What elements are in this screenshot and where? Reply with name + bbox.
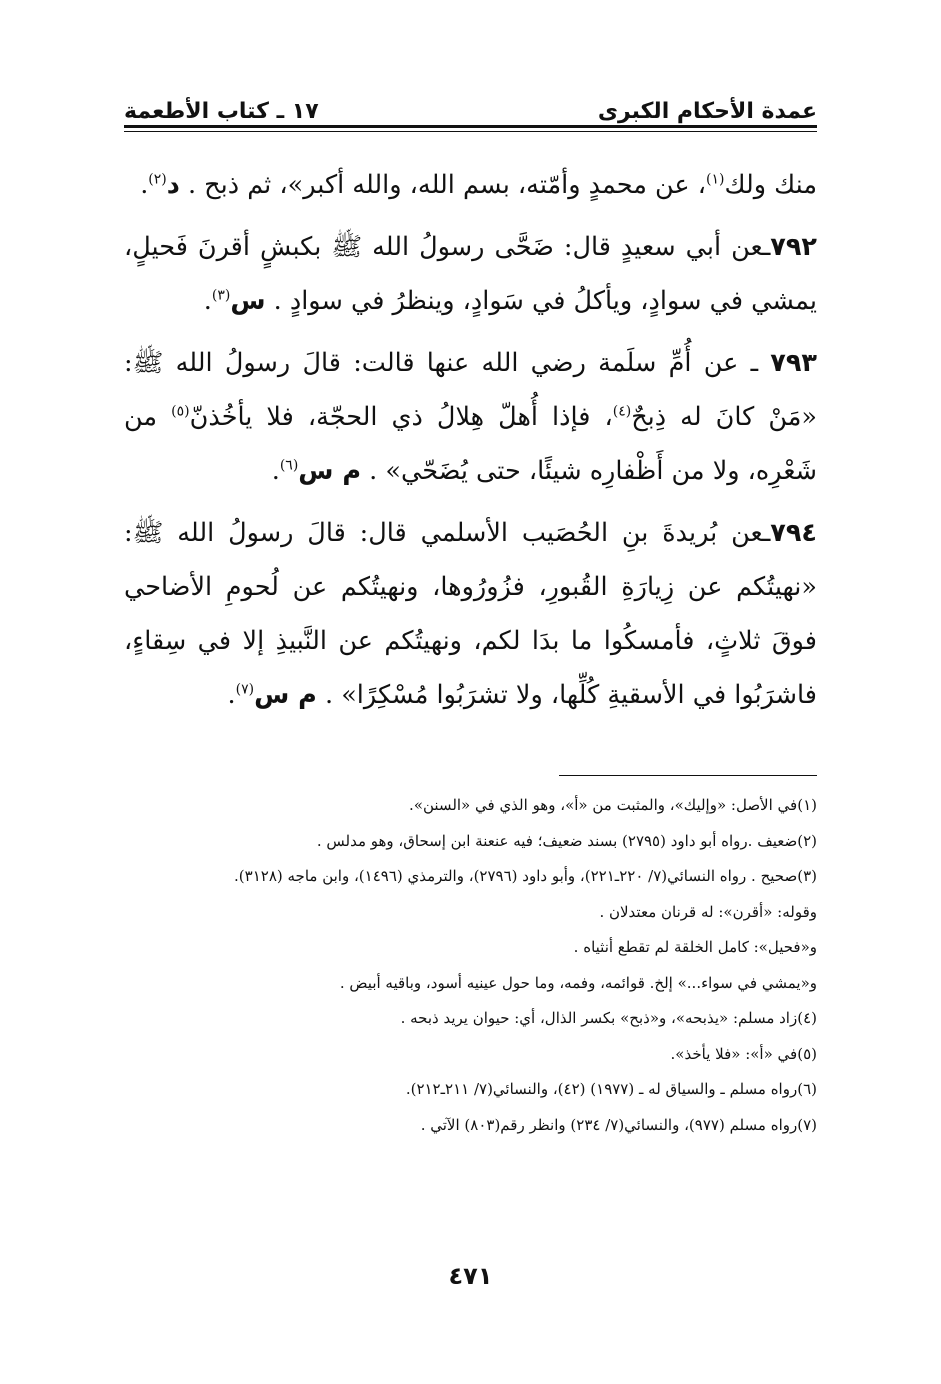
footnote: (١)في الأصل: «وإليك»، والمثبت من «أ»، وهو الذي في «السنن». — [409, 796, 817, 814]
hadith-text: ، فإذا أُهلّ هِلالُ ذي الحجّة، فلا يأخُذنّ — [189, 402, 613, 432]
footnotes — [124, 788, 817, 1143]
page-number: ٤٧١ — [448, 1262, 493, 1290]
hadith-text: ـعن أبي سعيدٍ قال: ضَحَّى رسولُ الله ﷺ بكبشٍ أقرنَ فَحيلٍ، يمشي في سوادٍ، ويأكلُ في سَوادٍ، وينظرُ في سوادٍ . — [124, 232, 817, 316]
hadith-794: ٧٩٤ـعن بُريدةَ بنِ الحُصَيب الأسلمي قال: قالَ رسولُ الله ﷺ: «نهيتُكم عن زِيارَةِ القُبورِ، فزُورُوها، ونهيتُكم عن لُحومِ الأضاحي فوقَ ثلاثٍ، فأمسكُوا ما بدَا لكم، ونهيتُكم عن النَّبيذِ إلا في سِقاءٍ، فاشرَبُوا في الأسقيةِ كُلِّها، ولا تشرَبُوا مُسْكِرًا» . م س$^{(٧)}$. — [124, 518, 817, 710]
footnote: (٢)ضعيف .رواه أبو داود (٢٧٩٥) بسند ضعيف؛ فيه عنعنة ابن إسحاق، وهو مدلس . — [316, 831, 817, 850]
footnote-ref: (١) — [706, 171, 725, 188]
footnote: (٣)صحيح . رواه النسائي(٧/ ٢٢٠ـ٢٢١)، وأبو داود (٢٧٩٦)، والترمذي (١٤٩٦)، وابن ماجه (٣١٢٨). — [234, 867, 817, 885]
hadith-793: ٧٩٣ ـ عن أُمِّ سلَمة رضي الله عنها قالت: قالَ رسولُ الله ﷺ: «مَنْ كانَ له ذِبحٌ$^{(٤)}$، فإذا أُهلّ هِلالُ ذي الحجّة، فلا يأخُذنّ$^{(٥)}$ من شَعْرِه، ولا من أَظْفارِه شيئًا، حتى يُضَحّي» . م س$^{(٦)}$. — [124, 348, 817, 486]
footnote-ref: (٥) — [171, 403, 190, 420]
footnote: (٧)رواه مسلم (٩٧٧)، والنسائي(٧/ ٢٣٤) وانظر رقم(٨٠٣) الآتي . — [420, 1115, 817, 1134]
source-code: د — [166, 170, 180, 200]
footnote: (٥)في «أ»: «فلا يأخذ». — [670, 1044, 817, 1063]
book-title: عمدة الأحكام الكبرى — [597, 99, 817, 124]
footnote: وقوله: «أقرن»: له قرنان معتدلان . — [599, 902, 817, 921]
footnote: (٤)زاد مسلم: «يذبحه»، و«ذبح» بكسر الذال، أي: حيوان يريد ذبحه . — [400, 1009, 817, 1027]
footnote-ref: (٢) — [148, 171, 167, 188]
chapter-title: ١٧ ـ كتاب الأطعمة — [124, 99, 319, 124]
hadith-number: ٧٩٤ — [770, 518, 817, 548]
text-segment: منك ولك — [724, 170, 817, 200]
running-header — [124, 88, 817, 124]
footnote-ref: (٤) — [612, 403, 632, 420]
footnote-separator — [559, 775, 817, 776]
footnote: (٦)رواه مسلم ـ والسياق له ـ (١٩٧٧) (٤٢)، والنسائي(٧/ ٢١١ـ٢١٢). — [405, 1080, 817, 1098]
footnote-ref: (٣) — [211, 287, 231, 304]
hadith-text: ـ عن أُمِّ سلَمة رضي الله عنها قالت: قالَ رسولُ الله ﷺ: «مَنْ كانَ له ذِبحٌ — [124, 348, 817, 432]
footnote: و«فحيل»: كامل الخلقة لم تقطع أنثياه . — [573, 938, 817, 956]
footnote: و«يمشي في سواء...» إلخ. قوائمه، وفمه، وما حول عينيه أسود، وباقيه أبيض . — [339, 973, 817, 992]
hadith-792: ٧٩٢ـعن أبي سعيدٍ قال: ضَحَّى رسولُ الله ﷺ بكبشٍ أقرنَ فَحيلٍ، يمشي في سوادٍ، ويأكلُ في سَوادٍ، وينظرُ في سوادٍ . س$^{(٣)}$. — [124, 232, 817, 316]
hadith-number: ٧٩٢ — [770, 232, 817, 262]
source-code: م س — [254, 680, 317, 710]
footnote-ref: (٧) — [235, 681, 255, 698]
text-segment: ، عن محمدٍ وأمّته، بسم الله، والله أكبر»، ثم ذبح . — [187, 170, 706, 200]
main-text — [124, 158, 817, 730]
continuation-paragraph: منك ولك$^{(١)}$، عن محمدٍ وأمّته، بسم الله، والله أكبر»، ثم ذبح . د$^{(٢)}$. — [140, 170, 817, 200]
header-rule-thick — [124, 125, 817, 128]
source-code: م س — [298, 456, 362, 486]
hadith-text: من شَعْرِه، ولا من أَظْفارِه شيئًا، حتى يُضَحّي» . — [124, 402, 817, 486]
footnote-ref: (٦) — [279, 457, 299, 474]
hadith-text: ـعن بُريدةَ بنِ الحُصَيب الأسلمي قال: قالَ رسولُ الله ﷺ: «نهيتُكم عن زِيارَةِ القُبورِ، فزُورُوها، ونهيتُكم عن لُحومِ الأضاحي فوقَ ثلاثٍ، فأمسكُوا ما بدَا لكم، ونهيتُكم عن النَّبيذِ إلا في سِقاءٍ، فاشرَبُوا في الأسقيةِ كُلِّها، ولا تشرَبُوا مُسْكِرًا» . — [124, 518, 817, 710]
header-rule-thin — [124, 131, 817, 132]
source-code: س — [230, 286, 266, 316]
hadith-number: ٧٩٣ — [770, 348, 817, 378]
